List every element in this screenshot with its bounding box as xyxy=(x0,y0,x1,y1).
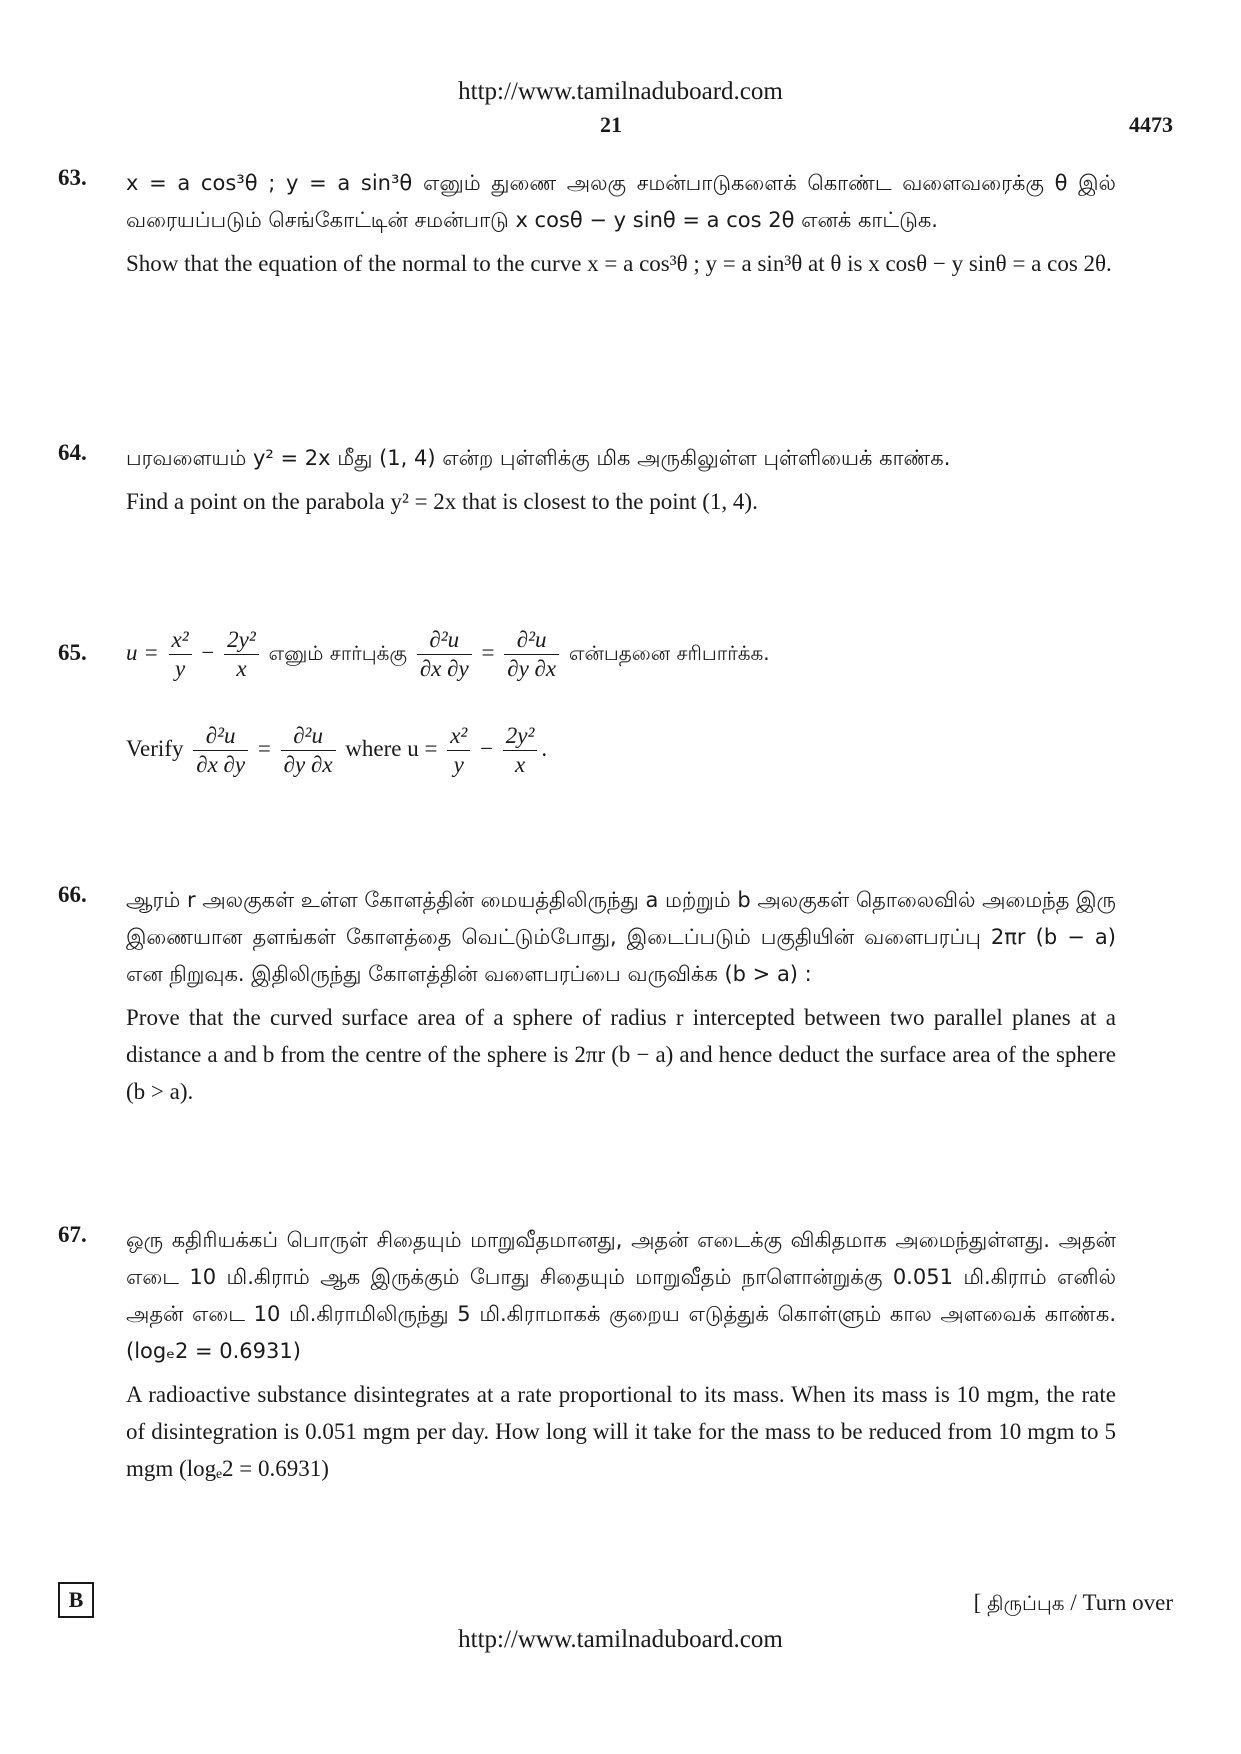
turn-over-english: Turn over xyxy=(1082,1590,1173,1615)
booklet-version-box: B xyxy=(58,1582,94,1618)
question-text-english: Show that the equation of the normal to the curve x = a cos³θ ; y = a sin³θ at θ is x cosθ − y sinθ = a cos 2θ. xyxy=(126,251,1112,276)
question-text-tamil: x = a cos³θ ; y = a sin³θ எனும் துணை அலகு சமன்பாடுகளைக் கொண்ட வளைவரைக்கு θ இல் வரையப்படும் செங்கோட்டின் சமன்பாடு x cosθ − y sinθ = a cos 2θ எனக் காட்டுக. xyxy=(126,171,1116,232)
header-url: http://www.tamilnaduboard.com xyxy=(458,78,783,105)
turn-over-tamil: திருப்புக xyxy=(987,1591,1065,1615)
question-number: 63. xyxy=(58,165,87,190)
partial-derivative: $\frac{\text{∂²u}}{\partial y \partial x}$ xyxy=(504,626,559,683)
question-number: 65. xyxy=(58,640,87,665)
fraction: $\frac{\text{2y²}}{x}$ xyxy=(224,626,259,683)
question-number: 67. xyxy=(58,1222,87,1247)
tamil-phrase: எனும் சார்புக்கு xyxy=(268,641,408,665)
partial-derivative: $\frac{\text{∂²u}}{\partial x \partial y}$ xyxy=(193,722,248,779)
question-equation-english: Verify $\frac{\text{∂²u}}{\partial x \partial y}$ = $\frac{\text{∂²u}}{\partial y \partial x}$ where u = $\frac{\text{x²}}{y}$ − $\frac{\text{2y²}}{x}$ . xyxy=(126,723,548,778)
question-number: 64. xyxy=(58,440,87,465)
question-text-english: Prove that the curved surface area of a sphere of radius r intercepted between two parallel planes at a distance a and b from the centre of the sphere is 2πr (b − a) and hence deduct the surface area of the sphere (b > a). xyxy=(126,1005,1116,1104)
page-number: 21 xyxy=(600,112,622,137)
question-text-english: A radioactive substance disintegrates at a rate proportional to its mass. When its mass is 10 mgm, the rate of disintegration is 0.051 mgm per day. How long will it take for the mass to be reduced from 10 mgm to 5 mgm (logₑ2 = 0.6931) xyxy=(126,1382,1116,1481)
question-text-tamil: ஒரு கதிரியக்கப் பொருள் சிதையும் மாறுவீதமானது, அதன் எடைக்கு விகிதமாக அமைந்துள்ளது. அதன் எடை 10 மி.கிராம் ஆக இருக்கும் போது சிதையும் மாறுவீதம் நாளொன்றுக்கு 0.051 மி.கிராம் எனில் அதன் எடை 10 மி.கிராமிலிருந்து 5 மி.கிராமாகக் குறைய எடுத்துக் கொள்ளும் கால அளவைக் காண்க. (logₑ2 = 0.6931) xyxy=(126,1228,1116,1363)
question-text-english: Find a point on the parabola y² = 2x that is closest to the point (1, 4). xyxy=(126,489,758,514)
fraction: $\frac{\text{2y²}}{x}$ xyxy=(503,722,538,779)
turn-over-note: [ திருப்புக / Turn over xyxy=(973,1590,1173,1615)
fraction: $\frac{\text{x²}}{y}$ xyxy=(169,626,192,683)
question-equation-tamil: u = $\frac{\text{x²}}{y}$ − $\frac{\text{2y²}}{x}$ எனும் சார்புக்கு $\frac{\text{∂²u}}{\partial x \partial y}$ = $\frac{\text{∂²u}}{\partial y \partial x}$ என்பதனை சரிபார்க்க. xyxy=(126,627,770,682)
verify-word: Verify xyxy=(126,736,184,761)
paper-code: 4473 xyxy=(1129,112,1173,137)
tamil-phrase: என்பதனை சரிபார்க்க. xyxy=(568,641,770,665)
question-text-tamil: ஆரம் r அலகுகள் உள்ள கோளத்தின் மையத்திலிருந்து a மற்றும் b அலகுகள் தொலைவில் அமைந்த இரு இணையான தளங்கள் கோளத்தை வெட்டும்போது, இடைப்படும் பகுதியின் வளைபரப்பு 2πr (b − a) என நிறுவுக. இதிலிருந்து கோளத்தின் வளைபரப்பை வருவிக்க (b > a) : xyxy=(126,888,1116,986)
partial-derivative: $\frac{\text{∂²u}}{\partial x \partial y}$ xyxy=(417,626,472,683)
fraction: $\frac{\text{x²}}{y}$ xyxy=(447,722,470,779)
u-label: u = xyxy=(126,640,159,665)
question-number: 66. xyxy=(58,882,87,907)
footer-url: http://www.tamilnaduboard.com xyxy=(458,1626,783,1653)
where-clause: where u = xyxy=(345,736,438,761)
partial-derivative: $\frac{\text{∂²u}}{\partial y \partial x}$ xyxy=(281,722,336,779)
question-text-tamil: பரவளையம் y² = 2x மீது (1, 4) என்ற புள்ளிக்கு மிக அருகிலுள்ள புள்ளியைக் காண்க. xyxy=(126,446,951,470)
